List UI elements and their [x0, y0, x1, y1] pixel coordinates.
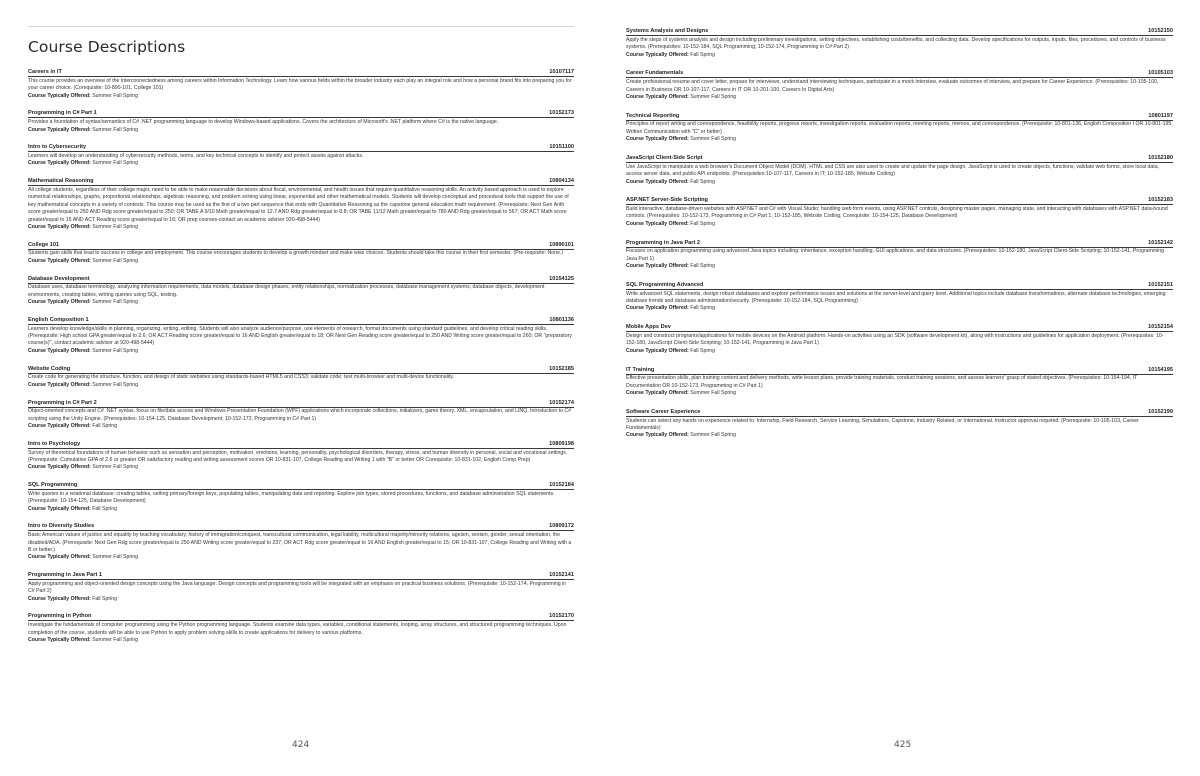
- course-description: Use JavaScript to manipulate a web browser's Document Object Model (DOM). HTML and CSS are also used to create and update the page design. JavaScript is used to create objects, functions, validate web forms, store local data, access server data, and public API endpoints. (Prerequisites:10-107-117, Careers in IT; 10-152-185, Website Coding): [626, 163, 1160, 178]
- course-header: [626, 113, 1173, 121]
- offered-label: Course Typically Offered:: [626, 136, 689, 143]
- course-header: [28, 317, 574, 325]
- course-code: 10152199: [1148, 408, 1173, 415]
- offered-label: Course Typically Offered:: [626, 178, 689, 185]
- course-entry: [28, 110, 574, 133]
- course-name: Programming in Python: [28, 613, 92, 620]
- course-entry: [28, 242, 574, 265]
- offered-label: Course Typically Offered:: [626, 51, 689, 58]
- course-header: [28, 69, 574, 77]
- course-description: All college students, regardless of their college major, need to be able to make reasonable decisions about fiscal, environmental, and health issues that require quantitative reasoning skills. An activity based approach is used to explore numerical relationships, graphs, proportional relationships, algebraic reasoning, and problem solving using linear, exponential and other mathematical models. Students will develop conceptual and procedural tools that support the use of key mathematical concepts in a variety of contexts. This course may be used as the first of a two part sequence that ends with Quantitative Reasoning as the capstone general education math requirement. (Prerequisite: Next Gen Arith score greater/equal to 250 AND Rdg score greater/equal to 250; OR TABE A 9/10 Math greater/equal to 12.7 AND Rdg greater/equal to 8.8; OR TABE 11/12 Math greater/equal to 780 AND Rdg greater/equal to 567; OR ACT Math score greater/equal to 15 AND ACT Reading score greater/equal to 16; OR prep courses-contact an academic advisor 920-498-5444): [28, 186, 569, 223]
- course-description: Survey of theoretical foundations of human behavior such as sensation and perception, motivation, emotions, learning, personality, psychological disorders, therapy, stress, and human diversity in personal, social and vocational settings. (Prerequisite: Cumulative GPA of 2.6 or greater OR satisfactory reading and writing assessment scores OR 10-831-107, College Reading and Writing 1 with "B" or better OR Corequisite: 10-831-102, English Comp Prep): [28, 449, 568, 464]
- offered-terms: Fall Spring: [690, 51, 715, 58]
- course-code: 10152170: [549, 613, 574, 620]
- course-description: Students gain skills that lead to success in college and employment. This course encourages students to develop a growth mindset and make wise choices. Students should take this course in their first semester. (Pre-requisite: None.): [28, 250, 564, 257]
- offered-terms: Summer Fall Spring: [92, 160, 139, 167]
- offered-terms: Fall Spring: [92, 505, 117, 512]
- course-header: [28, 441, 574, 449]
- offered-label: Course Typically Offered:: [626, 305, 689, 312]
- course-code: 10152154: [1148, 324, 1173, 331]
- course-description: Write queries in a relational database: creating tables, setting primary/foreign keys, populating tables, manipulating data and reporting. Explore join types, stored procedures, functions, and database administration SQL statements. (Prerequisite: 10-154-125, Database Development): [28, 490, 555, 505]
- course-description: Focuses on application programming using advanced Java topics including: inheritance, exception handling, GUI applications, and data structures. (Prerequisites: 10-152-180, JavaScript Client-Side Scripting; 10-152-141, Programming Java Part 1): [626, 248, 1165, 262]
- course-code: 10107117: [549, 69, 574, 75]
- course-code: 10809172: [549, 523, 574, 530]
- offered-terms: Summer Fall Spring: [690, 136, 737, 143]
- course-name: JavaScript Client-Side Script: [626, 154, 703, 161]
- course-header: [28, 178, 574, 186]
- offered-label: Course Typically Offered:: [28, 126, 91, 133]
- course-header: [626, 367, 1173, 375]
- course-entry: [626, 155, 1173, 186]
- course-offered: [28, 382, 574, 389]
- course-header: [28, 276, 574, 284]
- course-name: IT Training: [626, 366, 655, 373]
- course-offered: [626, 348, 1173, 355]
- offered-terms: Summer Fall Spring: [92, 554, 139, 561]
- course-header: [626, 28, 1173, 36]
- offered-terms: Summer Fall Spring: [690, 93, 737, 100]
- course-name: Intro to Cybersecurity: [28, 144, 87, 151]
- course-code: 10809198: [549, 440, 574, 447]
- offered-label: Course Typically Offered:: [626, 347, 689, 354]
- course-code: 10151100: [549, 144, 574, 151]
- course-description: Design and construct programs/applications for mobile devices on the Android platform. Hands-on activities using an SDK (software development kit), along with instructions and guidelines for application deployment. (Prerequisites: 10-152-180, JavaScript Client-Side Scripting; 10-152-141, Programming in Java Part 1): [626, 332, 1164, 347]
- course-description: Database uses, database terminology, analyzing information requirements, data models, database design phases, entity relationships, normalization processes, database management systems, database objects, development environments, creating tables, writing queries using SQL, testing.: [28, 284, 545, 298]
- course-header: [626, 155, 1173, 163]
- course-code: 10152150: [1148, 28, 1173, 34]
- course-offered: [28, 637, 574, 644]
- offered-label: Course Typically Offered:: [28, 595, 91, 602]
- course-entry: [28, 366, 574, 389]
- course-code: 10152180: [1148, 154, 1173, 161]
- offered-label: Course Typically Offered:: [28, 299, 91, 306]
- course-code: 10801136: [549, 316, 574, 323]
- offered-terms: Summer Fall Spring: [690, 390, 737, 397]
- offered-terms: Summer Fall Spring: [92, 126, 139, 133]
- offered-terms: Summer Fall Spring: [92, 299, 139, 306]
- course-name: Intro to Diversity Studies: [28, 523, 95, 530]
- course-offered: [28, 127, 574, 134]
- course-offered: [626, 305, 1173, 312]
- offered-terms: Summer Fall Spring: [92, 464, 139, 471]
- course-header: [28, 400, 574, 408]
- course-header: [28, 144, 574, 152]
- offered-label: Course Typically Offered:: [626, 220, 689, 227]
- offered-label: Course Typically Offered:: [28, 637, 91, 644]
- offered-terms: Summer Fall Spring: [92, 92, 139, 99]
- offered-label: Course Typically Offered:: [28, 223, 91, 230]
- course-description: This course provides an overview of the interconnectedness among careers within Information Technology. Learn how various fields within the broader industry each play an integral role and how a personal brand fits into preparing you for your career choice. (Corequisite: 10-890-101, College 101): [28, 77, 572, 92]
- course-header: [28, 366, 574, 374]
- course-name: Programming in C# Part 1: [28, 110, 97, 117]
- right-course-list: [626, 28, 1173, 440]
- course-entry: [28, 441, 574, 472]
- course-code: 10105103: [1148, 70, 1173, 77]
- right-page: [600, 0, 1200, 776]
- course-offered: [28, 93, 574, 100]
- course-entry: [28, 276, 574, 307]
- course-name: Programming in Java Part 1: [28, 572, 102, 579]
- course-code: 10152174: [549, 399, 574, 406]
- course-description: Learners will develop an understanding of cybersecurity methods, terms, and key technical concepts to identify and protect assets against attacks.: [28, 153, 364, 160]
- course-header: [626, 240, 1173, 248]
- offered-terms: Summer Fall Spring: [92, 347, 139, 354]
- course-code: 10152183: [1148, 197, 1173, 204]
- course-code: 10152142: [1148, 239, 1173, 246]
- left-course-list: [28, 69, 574, 644]
- course-description: Write advanced SQL statements, design robust databases and explore performance issues and solutions at the server-level and query level. Additional topics include database transformations, alternate database technologies, emerging database trends and database administration/security. (Prerequisite: 10-152-184, SQL Programming): [626, 290, 1166, 305]
- offered-label: Course Typically Offered:: [626, 263, 689, 270]
- course-description: Basic American values of justice and equality by teaching vocabulary, history of immigration/conquest, transcultural communication, legal liability, multicultural majority/minority relations, ageism, sexism, gender, sexual orientation, the disabled/ADA. (Prerequisite: Next Gen Rdg score greater/equal to 250 AND Writing score greater/equal to 237; OR ACT Rdg score greater/equal to 16 AND English greater/equal to 15; OR 10-831-107, College Reading and Writing with a B or better.): [28, 532, 572, 554]
- course-name: Careers in IT: [28, 69, 62, 75]
- course-entry: [626, 282, 1173, 313]
- course-entry: [626, 240, 1173, 271]
- course-header: [28, 572, 574, 580]
- course-description: Effective presentation skills, plan training content and delivery methods, write lesson plans, provide training materials, conduct training sessions, and assess learners' grasp of stated objectives. (Prerequisites: 10-154-194, IT Documentation OR 10-152-173, Programming in C# Part 1): [626, 375, 1138, 389]
- course-offered: [626, 52, 1173, 59]
- course-description: Apply programming and object-oriented design concepts using the Java language. Design concepts and programming tools will be integrated with an emphasis on practical business solutions. (Prerequisite: 10-152-174, Programming in C# Part 2): [28, 580, 567, 595]
- course-code: 10804134: [549, 178, 574, 185]
- course-entry: [626, 324, 1173, 355]
- course-offered: [28, 299, 574, 306]
- offered-label: Course Typically Offered:: [626, 432, 689, 439]
- course-entry: [626, 70, 1173, 101]
- offered-terms: Fall Spring: [92, 423, 117, 430]
- course-offered: [626, 432, 1173, 439]
- offered-terms: Fall Spring: [690, 178, 715, 185]
- course-header: [28, 242, 574, 250]
- course-header: [28, 482, 574, 490]
- offered-label: Course Typically Offered:: [28, 381, 91, 388]
- course-entry: [28, 144, 574, 167]
- page-number: 424: [292, 740, 310, 750]
- course-entry: [626, 28, 1173, 59]
- course-entry: [626, 409, 1173, 440]
- course-header: [626, 324, 1173, 332]
- course-offered: [28, 160, 574, 167]
- course-entry: [28, 523, 574, 561]
- offered-label: Course Typically Offered:: [28, 554, 91, 561]
- course-code: 10152184: [549, 482, 574, 489]
- course-offered: [626, 263, 1173, 270]
- course-header: [28, 110, 574, 118]
- offered-label: Course Typically Offered:: [626, 390, 689, 397]
- offered-label: Course Typically Offered:: [28, 257, 91, 264]
- course-description: Principles of report writing and correspondence, feasibility reports, progress reports, investigation reports, evaluation reports, meeting reports, memos, and correspondence. (Prerequisite: 10-801-136, English Composition I OR 10-801-195, Written Communication with "C" or better): [626, 121, 1173, 135]
- course-name: Software Career Experience: [626, 408, 701, 415]
- course-name: Intro to Psychology: [28, 440, 81, 447]
- offered-label: Course Typically Offered:: [28, 464, 91, 471]
- course-name: ASP.NET Server-Side Scripting: [626, 197, 708, 204]
- course-code: 10890101: [549, 241, 574, 248]
- course-offered: [626, 136, 1173, 143]
- course-code: 10152185: [549, 365, 574, 372]
- course-name: Mobile Apps Dev: [626, 324, 671, 331]
- offered-terms: Summer Fall Spring: [92, 257, 139, 264]
- course-offered: [28, 506, 574, 513]
- course-code: 10154125: [549, 275, 574, 282]
- course-offered: [28, 464, 574, 471]
- course-code: 10152141: [549, 572, 574, 579]
- course-entry: [28, 317, 574, 355]
- course-header: [626, 409, 1173, 417]
- course-code: 10152151: [1148, 281, 1173, 288]
- course-header: [626, 197, 1173, 205]
- offered-terms: Summer Fall Spring: [690, 432, 737, 439]
- course-offered: [28, 596, 574, 603]
- course-header: [626, 282, 1173, 290]
- course-offered: [28, 554, 574, 561]
- course-entry: [28, 69, 574, 100]
- page-number: 425: [894, 740, 912, 750]
- course-name: Programming in C# Part 2: [28, 399, 97, 406]
- course-name: Technical Reporting: [626, 112, 680, 119]
- offered-terms: Fall Spring: [690, 347, 715, 354]
- course-description: Provides a foundation of syntax/semantics of C# .NET programming language to develop Windows-based applications. Covers the architecture of Microsoft's .NET platform where C# is the native language.: [28, 119, 499, 126]
- course-offered: [28, 258, 574, 265]
- offered-terms: Summer Fall Spring: [92, 637, 139, 644]
- course-entry: [28, 572, 574, 603]
- course-description: Students can select any hands on experience related to: Internship, Field Research, Service Learning, Simulations, Capstone, Industry Related, or International. Instructor approval required. (Prerequisite: 10-105-103, Career Fundamentals): [626, 417, 1139, 432]
- course-offered: [626, 179, 1173, 186]
- course-entry: [626, 367, 1173, 398]
- offered-terms: Fall Spring: [690, 263, 715, 270]
- offered-label: Course Typically Offered:: [28, 423, 91, 430]
- course-header: [28, 523, 574, 531]
- course-offered: [28, 348, 574, 355]
- course-offered: [626, 94, 1173, 101]
- course-header: [28, 613, 574, 621]
- offered-label: Course Typically Offered:: [28, 92, 91, 99]
- course-description: Apply the steps of systems analysis and design including preliminary investigations, setting objectives, establishing costs/benefits, and collecting data. Develop specifications for outputs, inputs, files, procedures, and controls of business systems. (Prerequisites: 10-152-184, SQL Programming; 10-152-174, Programming in C# Part 2): [626, 36, 1166, 51]
- course-entry: [28, 400, 574, 431]
- course-offered: [28, 224, 574, 231]
- course-header: [626, 70, 1173, 78]
- offered-terms: Fall Spring: [690, 305, 715, 312]
- offered-label: Course Typically Offered:: [626, 93, 689, 100]
- course-name: SQL Programming: [28, 482, 78, 489]
- offered-label: Course Typically Offered:: [28, 347, 91, 354]
- course-code: 10801197: [1148, 112, 1173, 119]
- course-code: 10152173: [549, 110, 574, 117]
- course-offered: [626, 390, 1173, 397]
- course-name: Career Fundamentals: [626, 70, 684, 77]
- course-description: Create code for generating the structure, function, and design of static websites using standards-based HTML5 and CSS3; validate code; test multi-browser and multi-device functionality.: [28, 374, 455, 381]
- course-name: English Composition 1: [28, 316, 89, 323]
- course-description: Learners develop knowledge/skills in planning, organizing, writing, editing. Students will also analyze audience/purpose, use elements of research, format documents using standard guidelines, and develop critical reading skills. (Prerequisite: High school GPA greater/equal to 2.6; OR ACT Reading score greater/equal to 16 AND English greater/equal to 18; OR Next Gen Reading score greater/equal to 250 AND Writing score greater/equal to 260; OR "preparatory course(s)", contact academic advisor at 920-498-5444): [28, 325, 572, 347]
- course-entry: [28, 482, 574, 513]
- offered-label: Course Typically Offered:: [28, 505, 91, 512]
- page-title: Course Descriptions: [28, 38, 186, 56]
- course-entry: [626, 197, 1173, 228]
- offered-terms: Summer Fall Spring: [92, 381, 139, 388]
- course-description: Build interactive, database-driven websites with ASP.NET and C# with Visual Studio; handling web form events, using ASP.NET controls, designing master pages, managing state, and interacting with databases with ASP.NET data-bound controls. (Prerequisites: 10-152-173, Programming in C# Part 1; 10-152-185, Website Coding; Corequisite: 10-154-125, Database Development): [626, 206, 1168, 220]
- course-description: Object-oriented concepts and C# .NET syntax, focus on file/data access and Windows Presentation Foundation (WPF) applications which incorporate collections, initializers, game theory, XML, encapsulation, and LINQ. Introduction to C# scripting using the Unity Engine. (Prerequisites: 10-154-125, Database Development; 10-152-173, Programming in C# Part 1): [28, 408, 572, 422]
- top-rule: [28, 26, 574, 27]
- course-name: Systems Analysis and Designs: [626, 28, 709, 34]
- offered-terms: Fall Spring: [92, 595, 117, 602]
- course-name: Programming in Java Part 2: [626, 239, 700, 246]
- course-name: SQL Programming Advanced: [626, 281, 704, 288]
- course-offered: [28, 423, 574, 430]
- course-description: Investigate the fundamentals of computer programming using the Python programming language. Students examine data types, variables, conditional statements, looping, array structures, and structured programming techniques. Upon completion of the course, students will be able to use Python to apply problem solving skills to create applications for delivery to various platforms.: [28, 622, 567, 636]
- course-name: Database Development: [28, 275, 90, 282]
- offered-terms: Fall Spring: [690, 220, 715, 227]
- offered-label: Course Typically Offered:: [28, 160, 91, 167]
- offered-terms: Summer Fall Spring: [92, 223, 139, 230]
- course-entry: [626, 113, 1173, 144]
- course-code: 10154195: [1148, 366, 1173, 373]
- course-description: Create professional resume and cover letter, prepare for interviews, understand interviewing techniques, participate in a mock interview, evaluate outcomes of interview, and prepare for Career Experience. (Prerequisites: 10-105-100, Careers in Business OR 10-107-117, Careers in IT OR 10-201-100, Careers In Digital Arts): [626, 79, 1159, 93]
- course-name: Website Coding: [28, 365, 71, 372]
- course-offered: [626, 221, 1173, 228]
- course-name: Mathematical Reasoning: [28, 178, 94, 185]
- course-entry: [28, 178, 574, 231]
- course-entry: [28, 613, 574, 644]
- course-name: College 101: [28, 241, 60, 248]
